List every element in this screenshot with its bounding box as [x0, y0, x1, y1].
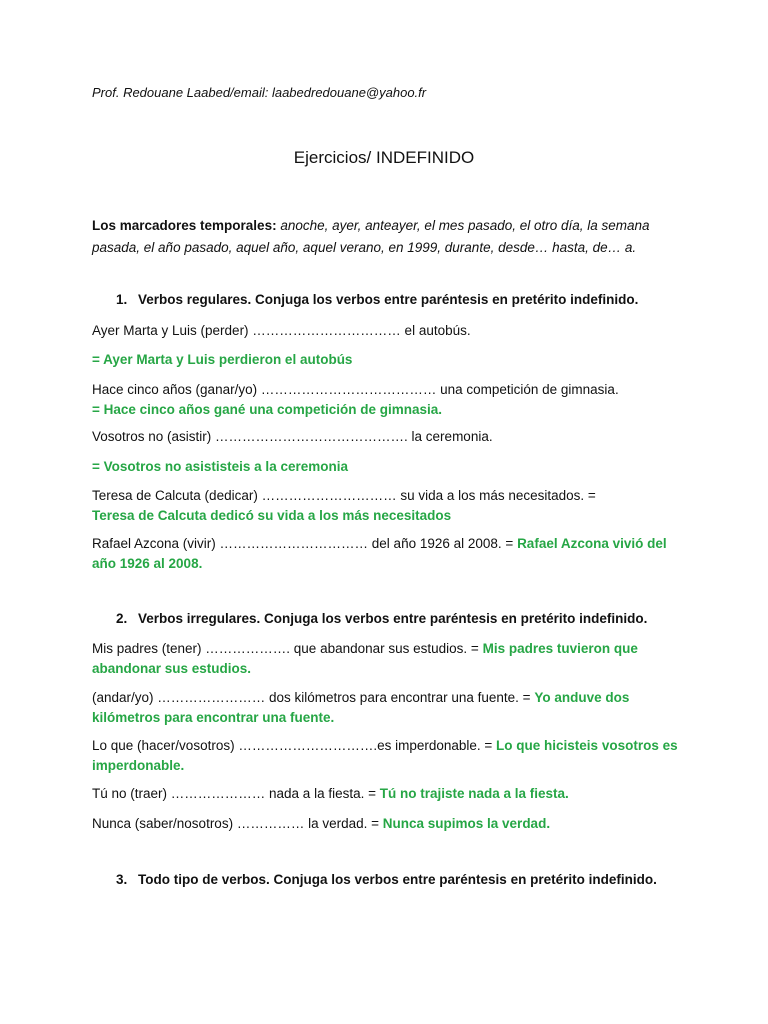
section-title: Verbos regulares. Conjuga los verbos entre paréntesis en pretérito indefinido.	[138, 292, 639, 307]
section-title: Verbos irregulares. Conjuga los verbos entre paréntesis en pretérito indefinido.	[138, 611, 648, 626]
exercise-item	[92, 784, 692, 804]
section-number: 3.	[116, 872, 128, 887]
exercise-answer	[92, 457, 692, 477]
exercise-item	[92, 814, 692, 834]
exercise-item	[92, 736, 692, 775]
exercise-answer-text: Tú no trajiste nada a la fiesta.	[379, 786, 569, 801]
exercise-answer-text: Yo anduve dos kilómetros para encontrar una fuente.	[92, 690, 630, 725]
exercise-answer-text: = Vosotros no asististeis a la ceremonia	[92, 459, 348, 474]
exercise-answer-text: Teresa de Calcuta dedicó su vida a los más necesitados	[92, 507, 452, 523]
section-heading-irregular-verbs	[116, 611, 647, 626]
exercise-item	[92, 534, 692, 573]
section-heading-all-verbs	[116, 872, 657, 887]
section-title: Todo tipo de verbos. Conjuga los verbos entre paréntesis en pretérito indefinido.	[138, 872, 657, 887]
time-markers-paragraph	[92, 215, 682, 259]
section-number: 1.	[116, 292, 128, 307]
exercise-prompt: Vosotros no (asistir) ……………………………………. la ceremonia.	[92, 429, 493, 444]
exercise-answer-text: = Ayer Marta y Luis perdieron el autobús	[92, 352, 353, 367]
exercise-answer-text: Nunca supimos la verdad.	[382, 816, 551, 831]
exercise-item	[92, 639, 692, 678]
exercise-prompt: (andar/yo) …………………… dos kilómetros para encontrar una fuente. =	[92, 690, 531, 705]
exercise-item	[92, 321, 692, 341]
exercise-item	[92, 486, 692, 525]
exercise-item	[92, 688, 692, 727]
page-title: Ejercicios/ INDEFINIDO	[293, 148, 475, 167]
exercise-answer-text: Lo que hicisteis vosotros es imperdonable.	[92, 738, 678, 773]
exercise-item	[92, 427, 692, 447]
exercise-prompt: Nunca (saber/nosotros) …………… la verdad. =	[92, 816, 379, 831]
section-heading-regular-verbs	[116, 292, 638, 307]
exercise-prompt: Mis padres (tener) ………………. que abandonar sus estudios. =	[92, 641, 479, 656]
exercise-answer-text: Rafael Azcona vivió del año 1926 al 2008.	[92, 536, 667, 571]
exercise-prompt: Hace cinco años (ganar/yo) ………………………………… una competición de gimnasia.	[92, 382, 619, 397]
exercise-answer-text: Mis padres tuvieron que abandonar sus estudios.	[92, 641, 638, 676]
exercise-prompt: Ayer Marta y Luis (perder) …………………………… el autobús.	[92, 323, 471, 338]
exercise-prompt: Rafael Azcona (vivir) …………………………… del año 1926 al 2008. =	[92, 536, 514, 551]
exercise-prompt: Lo que (hacer/vosotros) ………………………….es imperdonable. =	[92, 738, 493, 753]
exercise-prompt: Teresa de Calcuta (dedicar) ………………………… su vida a los más necesitados. =	[92, 488, 596, 503]
author-line: Prof. Redouane Laabed/email: laabedredouane@yahoo.fr	[92, 85, 427, 100]
section-number: 2.	[116, 611, 128, 626]
exercise-answer	[92, 350, 692, 370]
exercise-answer-text: = Hace cinco años gané una competición de gimnasia.	[92, 401, 442, 417]
exercise-prompt: Tú no (traer) ………………… nada a la fiesta. =	[92, 786, 376, 801]
exercise-item	[92, 380, 692, 419]
time-markers-label: Los marcadores temporales:	[92, 218, 277, 233]
time-markers-text: anoche, ayer, anteayer, el mes pasado, el otro día, la semana pasada, el año pasado, aquel año, aquel verano, en 1999, durante, desde… hasta, de… a.	[92, 218, 650, 255]
